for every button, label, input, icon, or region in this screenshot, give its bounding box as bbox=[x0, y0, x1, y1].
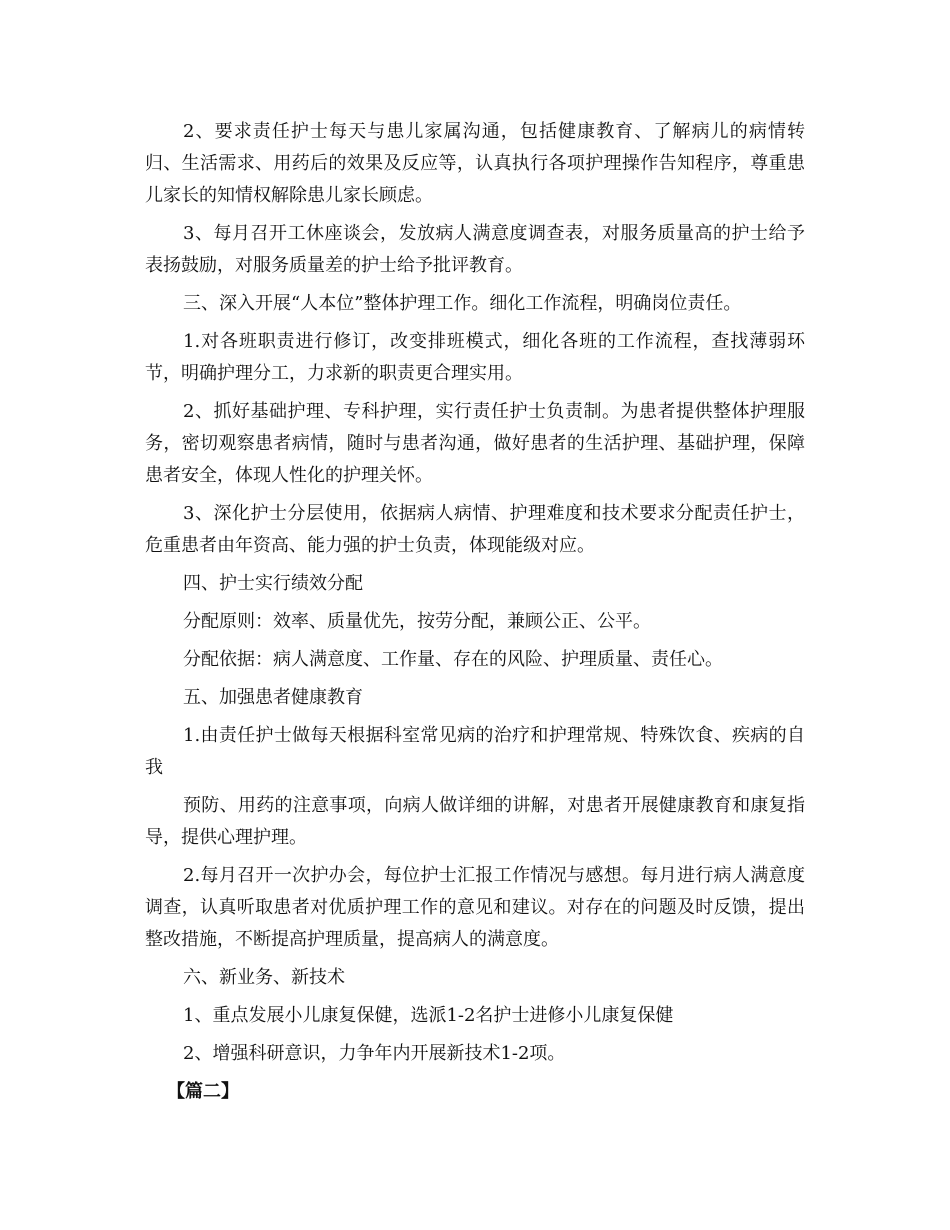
paragraph-distribution-principle: 分配原则：效率、质量优先，按劳分配，兼顾公正、公平。 bbox=[183, 611, 651, 632]
paragraph-4: 1.对各班职责进行修订，改变排班模式，细化各班的工作流程，查找薄弱环节，明确护理分工，力求新的职责更合理实用。 bbox=[145, 331, 805, 384]
paragraph-new-business-1: 1、重点发展小儿康复保健，选派1-2名护士进修小儿康复保健 bbox=[183, 1005, 674, 1026]
paragraph-2: 3、每月召开工休座谈会，发放病人满意度调查表，对服务质量高的护士给予表扬鼓励，对服务质量差的护士给予批评教育。 bbox=[145, 223, 805, 276]
paragraph-new-business-2: 2、增强科研意识，力争年内开展新技术1-2项。 bbox=[183, 1043, 566, 1064]
closing-heading: 【篇二】 bbox=[167, 1081, 239, 1102]
section-heading-5: 五、加强患者健康教育 bbox=[183, 687, 363, 708]
document-body bbox=[145, 116, 805, 1114]
paragraph-distribution-basis: 分配依据：病人满意度、工作量、存在的风险、护理质量、责任心。 bbox=[183, 649, 723, 670]
paragraph-health-education-2: 2.每月召开一次护办会，每位护士汇报工作情况与感想。每月进行病人满意度调查，认真听取患者对优质护理工作的意见和建议。对存在的问题及时反馈，提出整改措施，不断提高护理质量，提高病人的满意度。 bbox=[145, 865, 805, 950]
paragraph-health-education-1-cont: 预防、用药的注意事项，向病人做详细的讲解，对患者开展健康教育和康复指导，提供心理护理。 bbox=[145, 795, 805, 848]
section-heading-6: 六、新业务、新技术 bbox=[183, 967, 345, 988]
paragraph-health-education-1: 1.由责任护士做每天根据科室常见病的治疗和护理常规、特殊饮食、疾病的自我 bbox=[145, 725, 805, 778]
section-heading-3: 三、深入开展“人本位”整体护理工作。细化工作流程，明确岗位责任。 bbox=[183, 293, 742, 314]
paragraph-5: 2、抓好基础护理、专科护理，实行责任护士负责制。为患者提供整体护理服务，密切观察患者病情，随时与患者沟通，做好患者的生活护理、基础护理，保障患者安全，体现人性化的护理关怀。 bbox=[145, 401, 805, 486]
section-heading-4: 四、护士实行绩效分配 bbox=[183, 573, 363, 594]
paragraph-6: 3、深化护士分层使用，依据病人病情、护理难度和技术要求分配责任护士，危重患者由年资高、能力强的护士负责，体现能级对应。 bbox=[145, 503, 805, 556]
paragraph-1: 2、要求责任护士每天与患儿家属沟通，包括健康教育、了解病儿的病情转归、生活需求、用药后的效果及反应等，认真执行各项护理操作告知程序，尊重患儿家长的知情权解除患儿家长顾虑。 bbox=[145, 121, 805, 206]
